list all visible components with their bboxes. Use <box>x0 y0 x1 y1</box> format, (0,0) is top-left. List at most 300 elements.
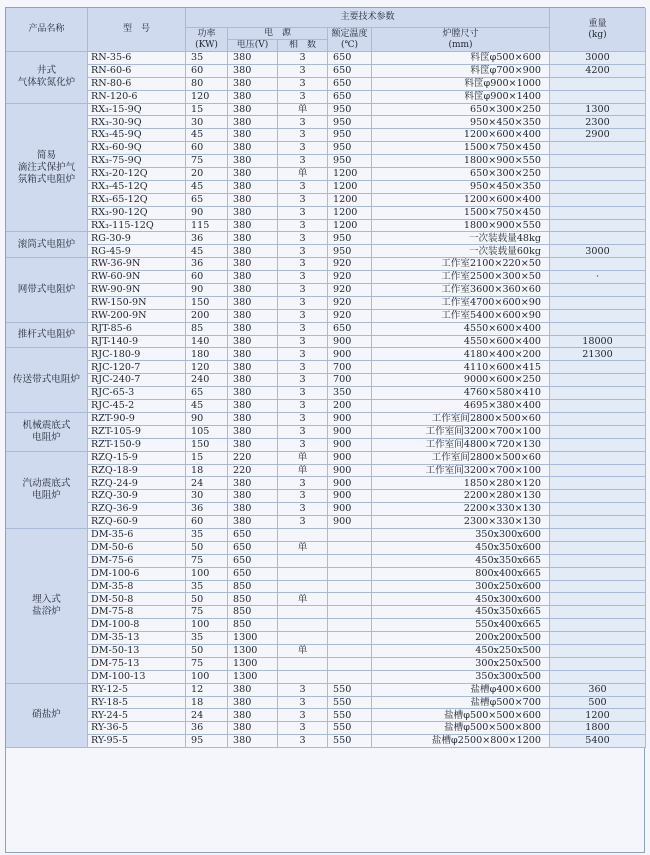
cell-weight <box>550 593 646 606</box>
cell-weight: · <box>550 271 646 284</box>
product-group-name: 硝盐炉 <box>6 684 88 748</box>
cell-power: 105 <box>186 426 228 439</box>
cell-power: 75 <box>186 155 228 168</box>
cell-weight <box>550 658 646 671</box>
cell-voltage: 380 <box>228 477 278 490</box>
cell-model: RW-200-9N <box>88 310 186 323</box>
cell-temp: 650 <box>328 91 372 104</box>
cell-chamber: 4110×600×415 <box>372 361 550 374</box>
cell-phase: 3 <box>278 220 328 233</box>
cell-phase: 3 <box>278 297 328 310</box>
cell-chamber: 200x200x500 <box>372 632 550 645</box>
cell-chamber: 料筐φ700×900 <box>372 65 550 78</box>
cell-weight: 18000 <box>550 336 646 349</box>
cell-voltage: 380 <box>228 348 278 361</box>
cell-weight <box>550 619 646 632</box>
cell-voltage: 380 <box>228 104 278 117</box>
cell-chamber: 1800×900×550 <box>372 220 550 233</box>
cell-chamber: 盐槽φ2500×800×1200 <box>372 735 550 748</box>
cell-chamber: 料筐φ900×1000 <box>372 78 550 91</box>
cell-chamber: 450x250x500 <box>372 645 550 658</box>
cell-model: RX₃-90-12Q <box>88 207 186 220</box>
cell-power: 65 <box>186 194 228 207</box>
cell-temp <box>328 593 372 606</box>
cell-chamber: 一次装载量48kg <box>372 232 550 245</box>
cell-chamber: 550x400x665 <box>372 619 550 632</box>
cell-power: 95 <box>186 735 228 748</box>
header-model: 型 号 <box>88 8 186 52</box>
cell-power: 60 <box>186 271 228 284</box>
cell-weight <box>550 361 646 374</box>
cell-chamber: 450x350x665 <box>372 606 550 619</box>
cell-phase <box>278 619 328 632</box>
cell-phase <box>278 568 328 581</box>
cell-power: 15 <box>186 104 228 117</box>
cell-weight <box>550 387 646 400</box>
cell-voltage: 850 <box>228 593 278 606</box>
cell-phase: 3 <box>278 258 328 271</box>
cell-weight <box>550 426 646 439</box>
cell-model: RY-12-5 <box>88 684 186 697</box>
cell-model: RX₃-45-12Q <box>88 181 186 194</box>
cell-model: DM-50-13 <box>88 645 186 658</box>
cell-temp: 1200 <box>328 194 372 207</box>
cell-phase: 3 <box>278 284 328 297</box>
cell-voltage: 380 <box>228 220 278 233</box>
cell-phase: 单 <box>278 104 328 117</box>
product-group-name: 汽动震底式 电阻炉 <box>6 452 88 529</box>
cell-model: RX₃-45-9Q <box>88 129 186 142</box>
cell-model: RX₃-30-9Q <box>88 116 186 129</box>
cell-temp: 900 <box>328 490 372 503</box>
cell-temp: 900 <box>328 348 372 361</box>
cell-voltage: 380 <box>228 52 278 65</box>
header-weight: 重量 (kg) <box>550 8 646 52</box>
cell-model: RG-45-9 <box>88 245 186 258</box>
cell-power: 24 <box>186 477 228 490</box>
cell-voltage: 1300 <box>228 671 278 684</box>
cell-voltage: 380 <box>228 284 278 297</box>
cell-weight <box>550 374 646 387</box>
cell-chamber: 350x300x500 <box>372 671 550 684</box>
cell-model: RX₃-20-12Q <box>88 168 186 181</box>
cell-chamber: 工作室间3200×700×100 <box>372 426 550 439</box>
header-main-params: 主要技术参数 <box>186 8 550 28</box>
cell-voltage: 380 <box>228 336 278 349</box>
cell-chamber: 1500×750×450 <box>372 142 550 155</box>
cell-phase: 3 <box>278 245 328 258</box>
cell-phase: 3 <box>278 336 328 349</box>
cell-chamber: 盐槽φ500×500×800 <box>372 722 550 735</box>
cell-model: DM-75-6 <box>88 555 186 568</box>
cell-temp <box>328 658 372 671</box>
cell-voltage: 380 <box>228 374 278 387</box>
cell-voltage: 380 <box>228 439 278 452</box>
cell-weight <box>550 284 646 297</box>
cell-model: RJC-45-2 <box>88 400 186 413</box>
cell-voltage: 380 <box>228 232 278 245</box>
cell-chamber: 盐槽φ500×500×600 <box>372 709 550 722</box>
cell-model: RJT-85-6 <box>88 323 186 336</box>
cell-chamber: 2300×330×130 <box>372 516 550 529</box>
cell-voltage: 380 <box>228 181 278 194</box>
cell-voltage: 380 <box>228 78 278 91</box>
cell-phase: 3 <box>278 503 328 516</box>
cell-temp: 650 <box>328 52 372 65</box>
cell-power: 60 <box>186 142 228 155</box>
cell-weight <box>550 516 646 529</box>
cell-phase: 3 <box>278 78 328 91</box>
cell-power: 60 <box>186 516 228 529</box>
cell-chamber: 盐槽φ500×700 <box>372 697 550 710</box>
cell-temp: 550 <box>328 735 372 748</box>
cell-model: DM-100-8 <box>88 619 186 632</box>
cell-weight: 5400 <box>550 735 646 748</box>
cell-model: RJC-65-3 <box>88 387 186 400</box>
cell-power: 60 <box>186 65 228 78</box>
cell-phase: 3 <box>278 735 328 748</box>
product-group-name: 机械震底式 电阻炉 <box>6 413 88 452</box>
cell-temp: 1200 <box>328 168 372 181</box>
cell-voltage: 380 <box>228 91 278 104</box>
cell-power: 100 <box>186 619 228 632</box>
cell-chamber: 1200×600×400 <box>372 129 550 142</box>
cell-chamber: 工作室2500×300×50 <box>372 271 550 284</box>
cell-phase: 3 <box>278 116 328 129</box>
cell-temp: 950 <box>328 116 372 129</box>
cell-model: RX₃-75-9Q <box>88 155 186 168</box>
cell-weight <box>550 194 646 207</box>
cell-chamber: 4550×600×400 <box>372 336 550 349</box>
cell-power: 45 <box>186 245 228 258</box>
cell-temp: 950 <box>328 142 372 155</box>
cell-voltage: 380 <box>228 400 278 413</box>
cell-power: 200 <box>186 310 228 323</box>
cell-chamber: 2200×280×130 <box>372 490 550 503</box>
cell-model: RX₃-60-9Q <box>88 142 186 155</box>
cell-weight: 2300 <box>550 116 646 129</box>
cell-chamber: 料筐φ500×600 <box>372 52 550 65</box>
cell-power: 35 <box>186 632 228 645</box>
cell-model: DM-50-8 <box>88 593 186 606</box>
cell-voltage: 380 <box>228 258 278 271</box>
cell-weight <box>550 503 646 516</box>
cell-phase: 3 <box>278 207 328 220</box>
cell-chamber: 工作室间3200×700×100 <box>372 465 550 478</box>
cell-weight <box>550 529 646 542</box>
cell-phase: 3 <box>278 181 328 194</box>
cell-voltage: 380 <box>228 722 278 735</box>
cell-phase: 3 <box>278 709 328 722</box>
cell-chamber: 2200×330×130 <box>372 503 550 516</box>
cell-voltage: 380 <box>228 709 278 722</box>
cell-temp: 1200 <box>328 181 372 194</box>
cell-power: 35 <box>186 529 228 542</box>
cell-voltage: 1300 <box>228 632 278 645</box>
cell-power: 100 <box>186 568 228 581</box>
cell-model: RN-120-6 <box>88 91 186 104</box>
cell-temp: 200 <box>328 400 372 413</box>
cell-power: 36 <box>186 232 228 245</box>
cell-power: 90 <box>186 207 228 220</box>
cell-phase: 3 <box>278 439 328 452</box>
cell-power: 150 <box>186 439 228 452</box>
cell-phase: 单 <box>278 645 328 658</box>
cell-power: 30 <box>186 116 228 129</box>
cell-temp: 900 <box>328 503 372 516</box>
cell-power: 15 <box>186 452 228 465</box>
cell-weight: 500 <box>550 697 646 710</box>
header-power: 功率 (KW) <box>186 28 228 52</box>
cell-weight: 1800 <box>550 722 646 735</box>
cell-power: 24 <box>186 709 228 722</box>
cell-temp <box>328 645 372 658</box>
cell-weight <box>550 155 646 168</box>
cell-model: DM-100-6 <box>88 568 186 581</box>
cell-chamber: 4550×600×400 <box>372 323 550 336</box>
cell-temp <box>328 568 372 581</box>
cell-voltage: 380 <box>228 697 278 710</box>
cell-voltage: 380 <box>228 168 278 181</box>
cell-temp: 350 <box>328 387 372 400</box>
cell-voltage: 380 <box>228 142 278 155</box>
cell-voltage: 1300 <box>228 658 278 671</box>
cell-chamber: 350x300x600 <box>372 529 550 542</box>
cell-model: RY-36-5 <box>88 722 186 735</box>
cell-voltage: 380 <box>228 490 278 503</box>
cell-chamber: 450x300x600 <box>372 593 550 606</box>
cell-model: RN-80-6 <box>88 78 186 91</box>
cell-chamber: 300x250x500 <box>372 658 550 671</box>
cell-power: 120 <box>186 361 228 374</box>
cell-phase: 3 <box>278 142 328 155</box>
cell-weight <box>550 606 646 619</box>
cell-weight <box>550 323 646 336</box>
cell-phase: 3 <box>278 374 328 387</box>
cell-phase: 3 <box>278 271 328 284</box>
cell-weight <box>550 142 646 155</box>
cell-model: RJT-140-9 <box>88 336 186 349</box>
cell-voltage: 380 <box>228 387 278 400</box>
cell-chamber: 1800×900×550 <box>372 155 550 168</box>
cell-power: 90 <box>186 413 228 426</box>
cell-voltage: 1300 <box>228 645 278 658</box>
cell-temp: 900 <box>328 413 372 426</box>
cell-weight <box>550 632 646 645</box>
cell-temp <box>328 529 372 542</box>
cell-model: RY-95-5 <box>88 735 186 748</box>
cell-phase: 单 <box>278 452 328 465</box>
cell-voltage: 380 <box>228 735 278 748</box>
cell-model: RX₃-15-9Q <box>88 104 186 117</box>
cell-power: 80 <box>186 78 228 91</box>
cell-chamber: 工作室4700×600×90 <box>372 297 550 310</box>
cell-model: DM-75-8 <box>88 606 186 619</box>
cell-power: 150 <box>186 297 228 310</box>
cell-temp: 920 <box>328 297 372 310</box>
product-group-name: 埋入式 盐浴炉 <box>6 529 88 684</box>
header-chamber-size: 炉膛尺寸 (mm) <box>372 28 550 52</box>
cell-weight <box>550 671 646 684</box>
cell-model: RY-18-5 <box>88 697 186 710</box>
cell-phase: 3 <box>278 348 328 361</box>
cell-model: RJC-120-7 <box>88 361 186 374</box>
cell-temp: 550 <box>328 684 372 697</box>
cell-model: RY-24-5 <box>88 709 186 722</box>
header-rated-temp: 额定温度 (℃) <box>328 28 372 52</box>
cell-power: 20 <box>186 168 228 181</box>
cell-phase: 3 <box>278 232 328 245</box>
cell-power: 115 <box>186 220 228 233</box>
cell-voltage: 380 <box>228 413 278 426</box>
cell-chamber: 1500×750×450 <box>372 207 550 220</box>
cell-model: RW-60-9N <box>88 271 186 284</box>
cell-model: DM-100-13 <box>88 671 186 684</box>
cell-power: 50 <box>186 593 228 606</box>
cell-voltage: 850 <box>228 581 278 594</box>
cell-power: 36 <box>186 258 228 271</box>
cell-temp: 900 <box>328 439 372 452</box>
cell-model: RZT-150-9 <box>88 439 186 452</box>
cell-phase: 3 <box>278 400 328 413</box>
cell-weight <box>550 168 646 181</box>
cell-power: 18 <box>186 465 228 478</box>
cell-chamber: 800x400x665 <box>372 568 550 581</box>
cell-phase: 3 <box>278 91 328 104</box>
cell-voltage: 380 <box>228 116 278 129</box>
cell-temp: 550 <box>328 722 372 735</box>
cell-phase: 单 <box>278 168 328 181</box>
cell-weight <box>550 78 646 91</box>
cell-temp: 920 <box>328 310 372 323</box>
cell-voltage: 850 <box>228 619 278 632</box>
cell-voltage: 380 <box>228 361 278 374</box>
cell-phase: 单 <box>278 542 328 555</box>
cell-temp <box>328 606 372 619</box>
cell-weight <box>550 310 646 323</box>
cell-chamber: 料筐φ900×1400 <box>372 91 550 104</box>
cell-weight <box>550 400 646 413</box>
cell-temp <box>328 542 372 555</box>
cell-voltage: 380 <box>228 323 278 336</box>
cell-temp: 650 <box>328 323 372 336</box>
cell-temp <box>328 555 372 568</box>
cell-chamber: 650×300×250 <box>372 104 550 117</box>
cell-model: RZT-105-9 <box>88 426 186 439</box>
cell-voltage: 380 <box>228 297 278 310</box>
cell-model: RZQ-30-9 <box>88 490 186 503</box>
cell-voltage: 380 <box>228 684 278 697</box>
cell-model: RG-30-9 <box>88 232 186 245</box>
cell-voltage: 380 <box>228 194 278 207</box>
cell-phase: 3 <box>278 490 328 503</box>
cell-power: 120 <box>186 91 228 104</box>
cell-power: 75 <box>186 606 228 619</box>
cell-chamber: 650×300×250 <box>372 168 550 181</box>
cell-temp: 920 <box>328 284 372 297</box>
cell-temp: 1200 <box>328 207 372 220</box>
cell-power: 140 <box>186 336 228 349</box>
cell-weight <box>550 413 646 426</box>
cell-phase: 3 <box>278 426 328 439</box>
cell-temp: 900 <box>328 452 372 465</box>
cell-phase: 3 <box>278 155 328 168</box>
cell-power: 75 <box>186 555 228 568</box>
cell-phase: 3 <box>278 194 328 207</box>
cell-phase <box>278 658 328 671</box>
cell-weight <box>550 452 646 465</box>
cell-power: 35 <box>186 581 228 594</box>
cell-chamber: 工作室间2800×500×60 <box>372 452 550 465</box>
cell-model: RZQ-18-9 <box>88 465 186 478</box>
cell-power: 240 <box>186 374 228 387</box>
cell-chamber: 4695×380×400 <box>372 400 550 413</box>
cell-temp: 920 <box>328 258 372 271</box>
product-group-name: 简易 滴注式保护气 氛箱式电阻炉 <box>6 104 88 233</box>
cell-temp: 550 <box>328 697 372 710</box>
cell-weight: 2900 <box>550 129 646 142</box>
cell-chamber: 盐槽φ400×600 <box>372 684 550 697</box>
cell-chamber: 4760×580×410 <box>372 387 550 400</box>
header-voltage: 电压(V) <box>228 40 278 52</box>
cell-phase: 3 <box>278 387 328 400</box>
cell-temp: 550 <box>328 709 372 722</box>
product-group-name: 传送带式电阻炉 <box>6 348 88 412</box>
cell-voltage: 380 <box>228 503 278 516</box>
cell-phase: 3 <box>278 310 328 323</box>
cell-model: RN-35-6 <box>88 52 186 65</box>
cell-phase: 单 <box>278 593 328 606</box>
product-group-name: 网带式电阻炉 <box>6 258 88 322</box>
cell-chamber: 9000×600×250 <box>372 374 550 387</box>
cell-power: 50 <box>186 645 228 658</box>
cell-model: RZQ-24-9 <box>88 477 186 490</box>
cell-phase: 3 <box>278 477 328 490</box>
cell-weight <box>550 645 646 658</box>
cell-chamber: 4180×400×200 <box>372 348 550 361</box>
cell-model: DM-35-8 <box>88 581 186 594</box>
cell-weight <box>550 91 646 104</box>
cell-chamber: 950×450×350 <box>372 116 550 129</box>
cell-temp: 900 <box>328 465 372 478</box>
cell-phase: 3 <box>278 516 328 529</box>
cell-power: 45 <box>186 400 228 413</box>
product-spec-table <box>5 7 645 853</box>
cell-temp: 950 <box>328 155 372 168</box>
cell-voltage: 650 <box>228 529 278 542</box>
cell-phase: 单 <box>278 465 328 478</box>
cell-chamber: 工作室间2800×500×60 <box>372 413 550 426</box>
cell-model: RZQ-60-9 <box>88 516 186 529</box>
cell-power: 45 <box>186 181 228 194</box>
cell-power: 100 <box>186 671 228 684</box>
cell-weight: 4200 <box>550 65 646 78</box>
cell-voltage: 380 <box>228 65 278 78</box>
cell-weight <box>550 258 646 271</box>
cell-phase <box>278 632 328 645</box>
cell-temp: 900 <box>328 516 372 529</box>
cell-chamber: 450x350x600 <box>372 542 550 555</box>
cell-weight <box>550 555 646 568</box>
cell-power: 90 <box>186 284 228 297</box>
cell-weight: 3000 <box>550 245 646 258</box>
header-phase: 相 数 <box>278 40 328 52</box>
cell-phase: 3 <box>278 361 328 374</box>
cell-weight <box>550 207 646 220</box>
product-group-name: 推杆式电阻炉 <box>6 323 88 349</box>
header-product-name: 产品名称 <box>6 8 88 52</box>
cell-model: RW-150-9N <box>88 297 186 310</box>
